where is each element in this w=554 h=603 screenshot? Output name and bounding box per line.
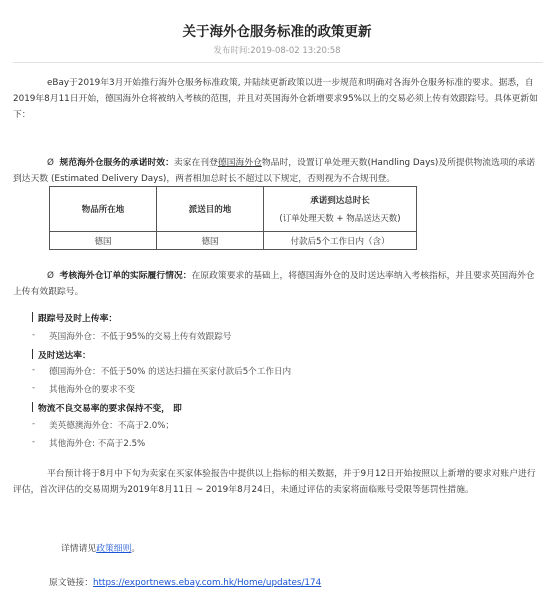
header-location: 物品所在地 (50, 187, 157, 232)
source-line (49, 575, 321, 591)
header-duration-title: 承诺到达总时长 (310, 196, 370, 206)
group-heading-defect-rate: 物流不良交易率的要求保持不变， 即 (32, 401, 182, 414)
group-heading-tracking: 跟踪号及时上传率： (32, 311, 117, 324)
dash-icon: - (32, 330, 36, 340)
header-duration-subtitle: (订单处理天数 + 物品送达天数) (279, 214, 401, 224)
section-performance-heading: 考核海外仓订单的实际履行情况： (59, 271, 192, 281)
section-commitment (13, 155, 543, 187)
dash-icon: - (32, 383, 36, 393)
list-item: - 其他海外仓: 不高于2.5% (32, 437, 146, 449)
details-suffix: 。 (131, 544, 141, 554)
table-cell-destination: 德国 (157, 232, 264, 250)
article-title: 关于海外仓服务标准的政策更新 (182, 24, 372, 40)
section-commitment-text-a: 卖家在刊登 (173, 158, 218, 168)
section-commitment-heading: 规范海外仓服务的承诺时效： (59, 158, 174, 168)
closing-paragraph: 平台预计将于8月中下旬为卖家在买家体验报告中提供以上指标的相关数据，并于9月12日开始按照以上新增的要求对账户进行评估，首次评估的交易周期为2019年8月11日 ~ 2019年8月24日，未通过评估的卖家将面临账号受限等惩罚性措施。 (13, 469, 536, 495)
table-header-row (50, 187, 417, 232)
header-destination: 派送目的地 (157, 187, 264, 232)
source-prefix: 原文链接： (49, 578, 93, 588)
header-duration (264, 187, 417, 232)
dash-icon: - (32, 419, 36, 429)
section-performance (13, 268, 543, 300)
dash-icon: - (32, 365, 36, 375)
title-divider (13, 62, 543, 63)
source-url-link[interactable]: https://exportnews.ebay.com.hk/Home/updates/174 (93, 578, 322, 588)
table-cell-duration: 付款后5个工作日内（含） (264, 232, 417, 250)
publish-time: 发布时间:2019-08-02 13:20:58 (213, 46, 341, 56)
list-item: - 英国海外仓：不低于95%的交易上传有效跟踪号 (32, 330, 232, 342)
table-cell-location: 德国 (50, 232, 157, 250)
table-row (50, 232, 417, 250)
bullet-icon: Ø (47, 271, 54, 281)
intro-paragraph: eBay于2019年3月开始推行海外仓服务标准政策, 并陆续更新政策以进一步规范和明确对各海外仓服务标准的要求。据悉，自2019年8月11日开始，德国海外仓将被纳入考核的范围，并且对英国海外仓新增要求95%以上的交易必须上传有效跟踪号。具体更新如下： (13, 78, 538, 120)
policy-details-link[interactable]: 政策细则 (96, 544, 132, 554)
section-performance-text: 在原政策要求的基础上，将德国海外仓的及时送达率纳入考核指标，并且要求英国海外仓上传有效跟踪号。 (13, 271, 535, 297)
list-item: - 其他海外仓的要求不变 (32, 383, 135, 395)
list-item: - 德国海外仓：不低于50% 的送达扫描在买家付款后5个工作日内 (32, 365, 292, 377)
dash-icon: - (32, 437, 36, 447)
details-line (61, 541, 140, 557)
group-heading-delivery: 及时送达率： (32, 348, 91, 361)
details-prefix: 详情请见 (61, 544, 97, 554)
bullet-icon: Ø (47, 158, 54, 168)
bar-icon (32, 349, 33, 359)
list-item: - 美英德澳海外仓：不高于2.0%； (32, 419, 174, 431)
section-commitment-underlined: 德国海外仓 (217, 158, 262, 168)
bar-icon (32, 312, 33, 322)
bar-icon (32, 402, 33, 412)
standards-table (49, 186, 417, 250)
section-commitment-text-b: 物品时，设置订单处理天数(Handling Days)及所提供物流选项的承诺到达天数 (Estimated Delivery Days)，两者相加总时长不超过以下规定，否则视为不合规刊登。 (13, 158, 536, 184)
